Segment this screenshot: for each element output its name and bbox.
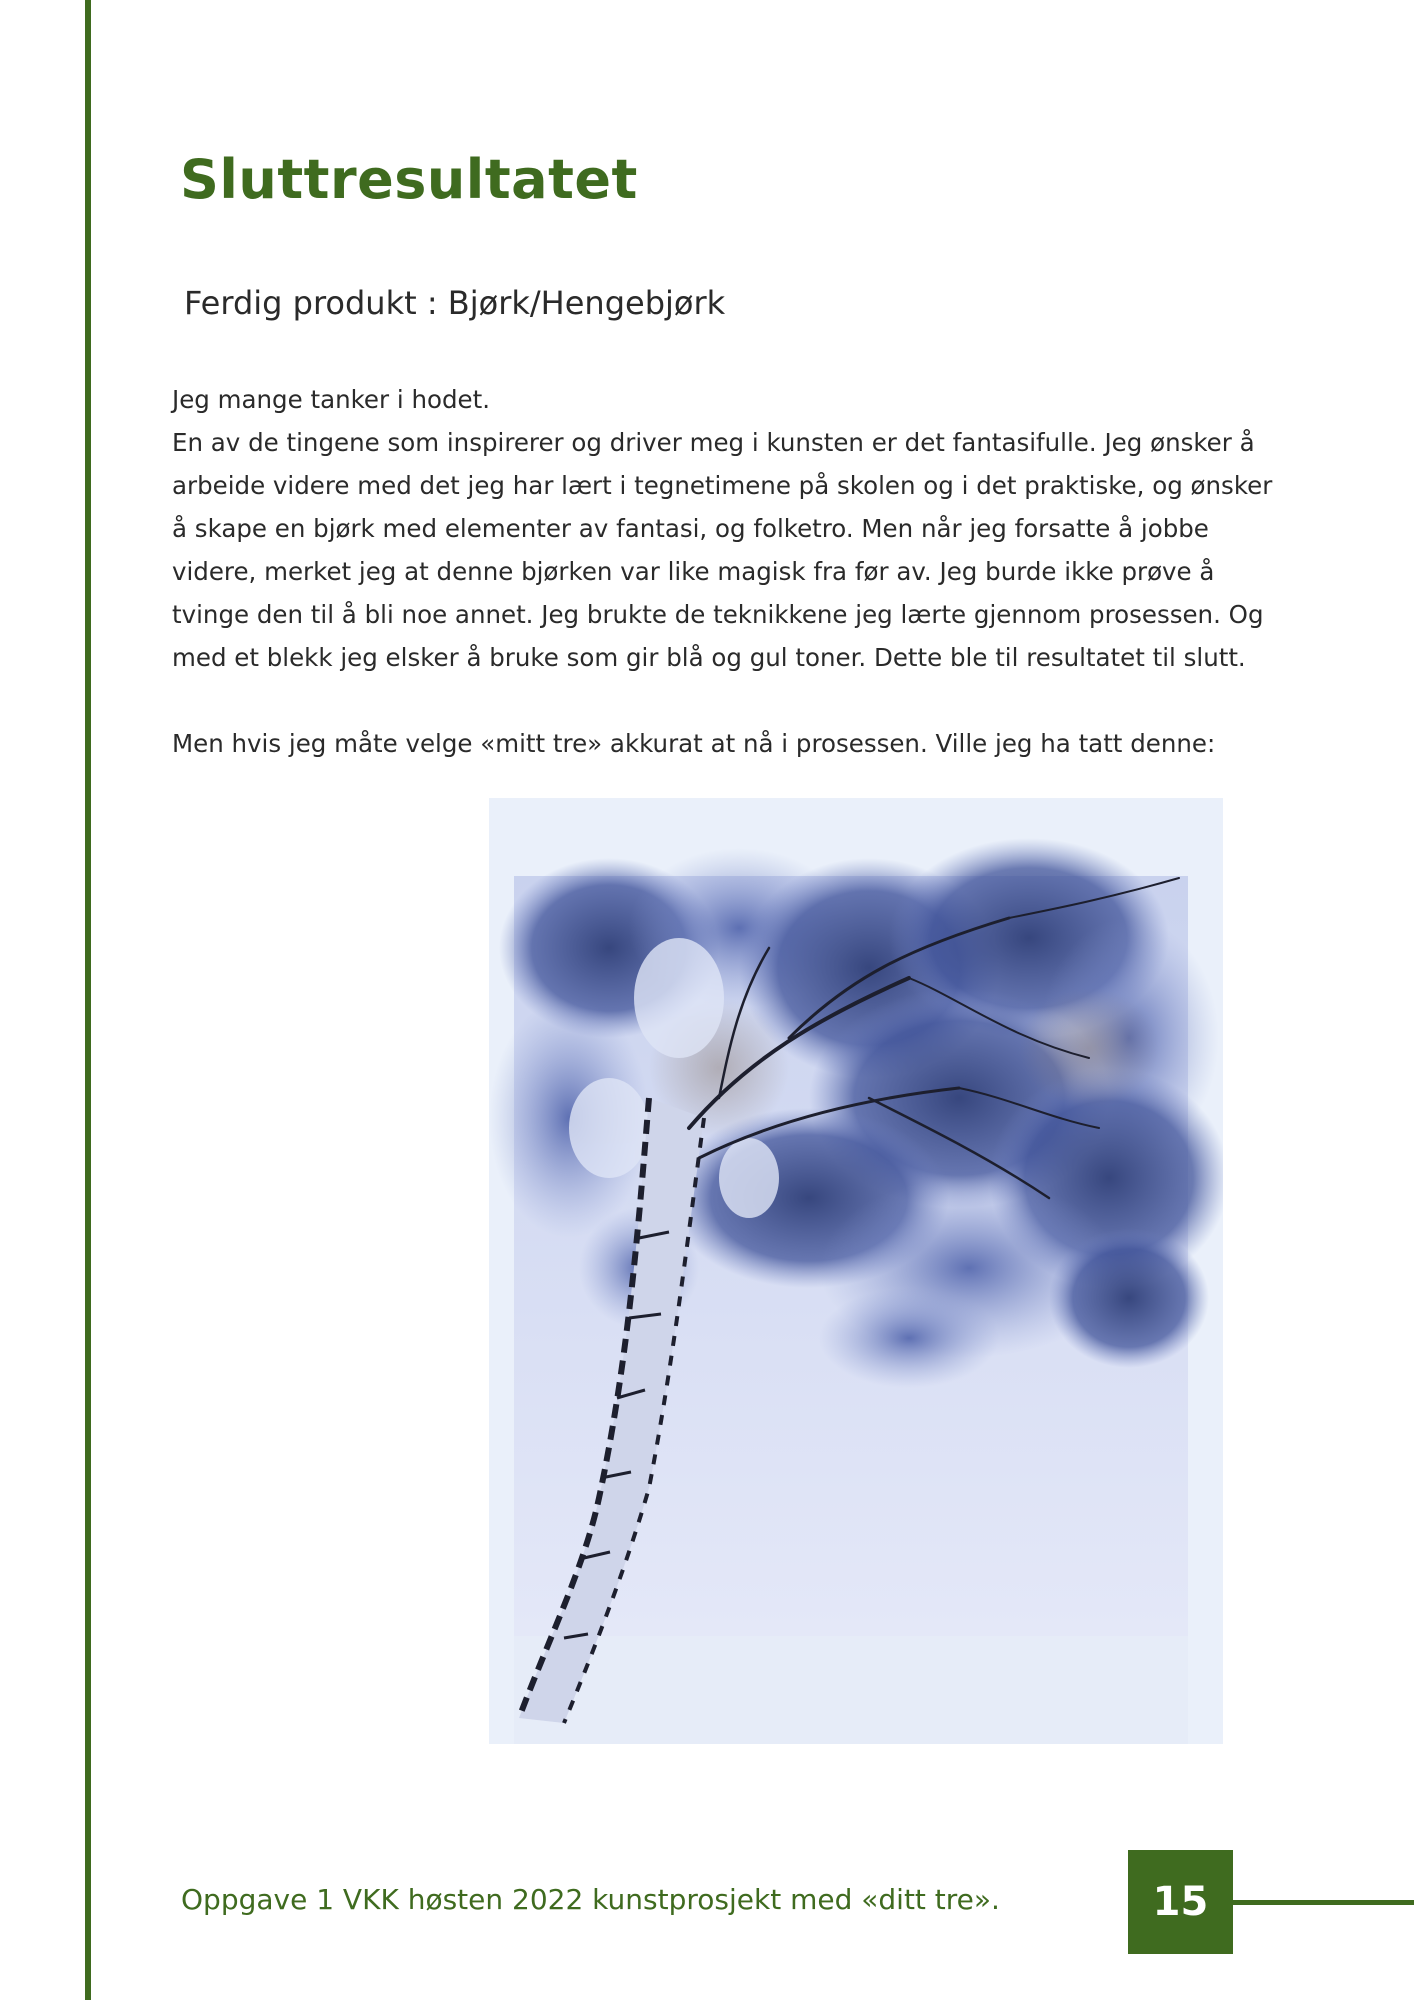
paragraph-gap: [172, 679, 1282, 722]
birch-painting-illustration: [489, 798, 1223, 1744]
birch-painting-photo: [489, 798, 1223, 1744]
footer-rule: [1233, 1900, 1414, 1905]
footer-caption: Oppgave 1 VKK høsten 2022 kunstprosjekt med «ditt tre».: [181, 1883, 1000, 1916]
left-margin-rule: [85, 0, 91, 2000]
page-title: Sluttresultatet: [180, 148, 638, 211]
page-subtitle: Ferdig produkt : Bjørk/Hengebjørk: [184, 284, 726, 322]
body-text: [172, 378, 1282, 765]
paragraph-choice: Men hvis jeg måte velge «mitt tre» akkurat at nå i prosessen. Ville jeg ha tatt denne:: [172, 729, 1216, 758]
paragraph-intro: Jeg mange tanker i hodet. En av de tingene som inspirerer og driver meg i kunsten er det fantasifulle. Jeg ønsker å arbeide videre med det jeg har lært i tegnetimene på skolen og i det praktiske, og ønsker å skape en bjørk med elementer av fantasi, og folketro. Men når jeg forsatte å jobbe videre, merket jeg at denne bjørken var like magisk fra før av. Jeg burde ikke prøve å tvinge den til å bli noe annet. Jeg brukte de teknikkene jeg lærte gjennom prosessen. Og med et blekk jeg elsker å bruke som gir blå og gul toner. Dette ble til resultatet til slutt.: [172, 385, 1273, 672]
page-number: 15: [1128, 1850, 1233, 1954]
